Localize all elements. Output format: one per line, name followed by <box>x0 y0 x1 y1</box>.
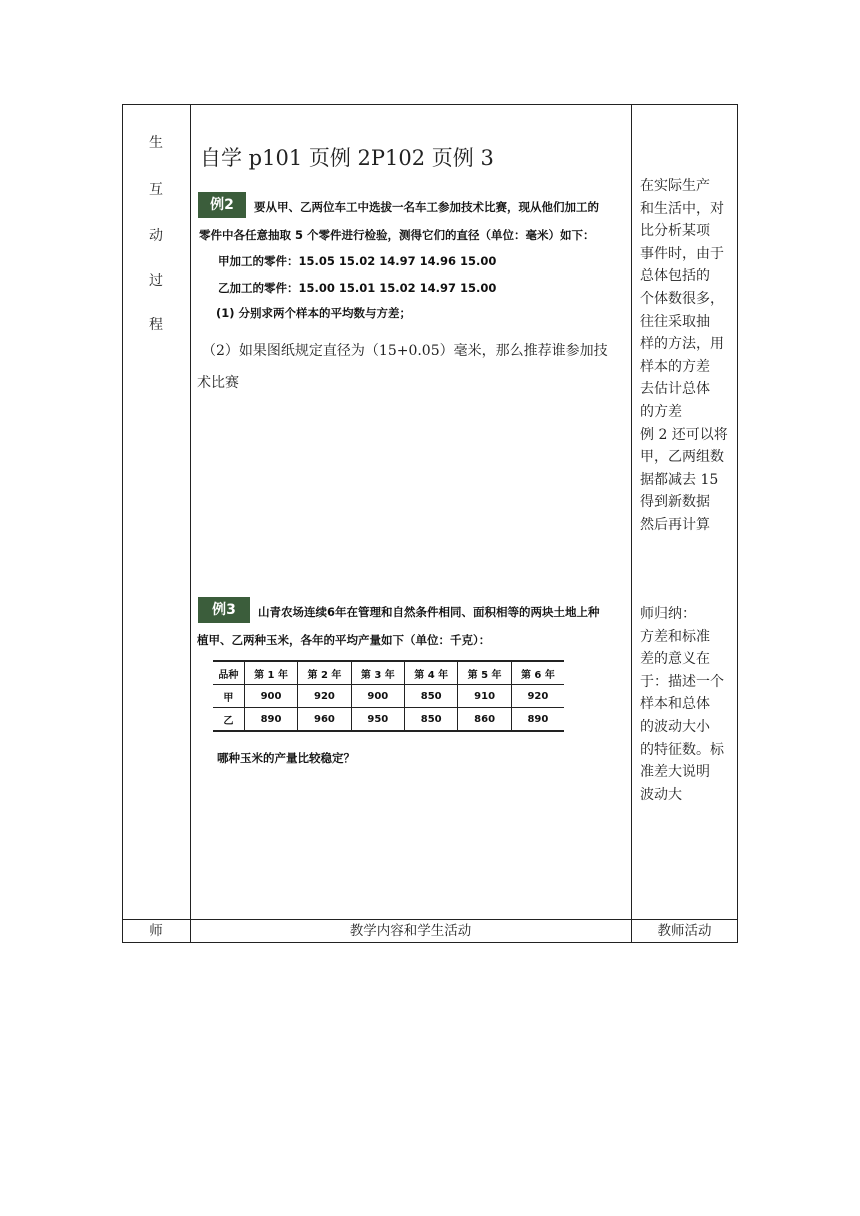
example2-line2: 零件中各任意抽取 5 个零件进行检验，测得它们的直径（单位：毫米）如下： <box>199 228 595 242</box>
example3-line1: 山青农场连续6年在管理和自然条件相同、面积相等的两块土地上种 <box>258 605 600 619</box>
note-line: 比分析某项 <box>640 223 710 240</box>
example2-line4: 乙加工的零件：15.00 15.01 15.02 14.97 15.00 <box>218 281 497 295</box>
table-header: 第 5 年 <box>458 661 511 685</box>
note-line: 样本的方差 <box>640 358 710 375</box>
table-header: 品种 <box>213 661 244 685</box>
footer-content-label: 教学内容和学生活动 <box>349 923 472 939</box>
table-cell: 乙 <box>213 708 244 732</box>
note-line: 方差和标准 <box>640 628 710 645</box>
note-line: 的波动大小 <box>640 718 710 735</box>
example2-question2-cont: 术比赛 <box>197 375 239 391</box>
table-cell: 900 <box>351 685 404 708</box>
example2-question2: （2）如果图纸规定直径为（15+0.05）毫米，那么推荐谁参加技 <box>202 343 608 359</box>
stage-char: 动 <box>149 228 163 244</box>
example2-question1: (1) 分别求两个样本的平均数与方差； <box>216 306 412 320</box>
example3-badge: 例3 <box>198 597 250 623</box>
note-line: 甲，乙两组数 <box>640 449 724 466</box>
stage-char: 程 <box>149 317 163 333</box>
note-line: 事件时，由于 <box>640 245 724 262</box>
table-header: 第 1 年 <box>244 661 297 685</box>
table-cell: 850 <box>405 708 458 732</box>
table-cell: 890 <box>511 708 564 732</box>
example2-line1: 要从甲、乙两位车工中选拔一名车工参加技术比赛，现从他们加工的 <box>254 200 599 214</box>
stage-char: 过 <box>149 273 163 289</box>
column-divider <box>631 104 632 943</box>
table-row <box>213 685 564 708</box>
table-header-row <box>213 661 564 685</box>
example2-line3: 甲加工的零件：15.05 15.02 14.97 14.96 15.00 <box>218 254 497 268</box>
table-header: 第 6 年 <box>511 661 564 685</box>
note-line: 波动大 <box>640 786 682 803</box>
note-line: 差的意义在 <box>640 651 710 668</box>
example2-badge: 例2 <box>198 192 246 218</box>
note-line: 例 2 还可以将 <box>640 426 728 443</box>
table-cell: 860 <box>458 708 511 732</box>
table-header: 第 3 年 <box>351 661 404 685</box>
yield-table <box>213 660 564 732</box>
note-line: 总体包括的 <box>640 268 710 285</box>
note-line: 准差大说明 <box>640 764 710 781</box>
table-header: 第 4 年 <box>405 661 458 685</box>
example3-line2: 植甲、乙两种玉米，各年的平均产量如下（单位：千克）： <box>197 633 491 647</box>
note-line: 于：描述一个 <box>640 673 724 690</box>
table-cell: 900 <box>244 685 297 708</box>
table-cell: 950 <box>351 708 404 732</box>
table-cell: 850 <box>405 685 458 708</box>
note-line: 和生活中，对 <box>640 200 724 217</box>
stage-char: 生 <box>149 135 163 151</box>
note-line: 往往采取抽 <box>640 313 710 330</box>
teacher-note-summary <box>640 603 732 806</box>
page-heading: 自学 p101 页例 2P102 页例 3 <box>200 146 494 170</box>
note-line: 在实际生产 <box>640 178 710 194</box>
table-cell: 890 <box>244 708 297 732</box>
note-line: 样本和总体 <box>640 696 710 713</box>
teacher-note-sampling <box>640 175 732 537</box>
footer-teacher-label: 教师活动 <box>657 923 712 939</box>
table-cell: 920 <box>298 685 351 708</box>
table-cell: 960 <box>298 708 351 732</box>
note-line: 去估计总体 <box>640 381 710 398</box>
note-line: 的方差 <box>640 403 682 420</box>
column-divider <box>190 104 191 943</box>
note-line: 的特征数。标 <box>640 741 724 758</box>
note-line: 个体数很多， <box>640 290 724 307</box>
note-line: 师归纳： <box>640 606 696 622</box>
table-cell: 甲 <box>213 685 244 708</box>
example3-question: 哪种玉米的产量比较稳定？ <box>217 751 355 765</box>
note-line: 得到新数据 <box>640 494 710 511</box>
table-header: 第 2 年 <box>298 661 351 685</box>
footer-stage-label: 师 <box>149 923 163 939</box>
table-cell: 920 <box>511 685 564 708</box>
table-row <box>213 708 564 732</box>
note-line: 样的方法，用 <box>640 336 724 353</box>
note-line: 据都减去 15 <box>640 471 719 488</box>
note-line: 然后再计算 <box>640 516 710 533</box>
stage-char: 互 <box>149 182 163 198</box>
table-cell: 910 <box>458 685 511 708</box>
